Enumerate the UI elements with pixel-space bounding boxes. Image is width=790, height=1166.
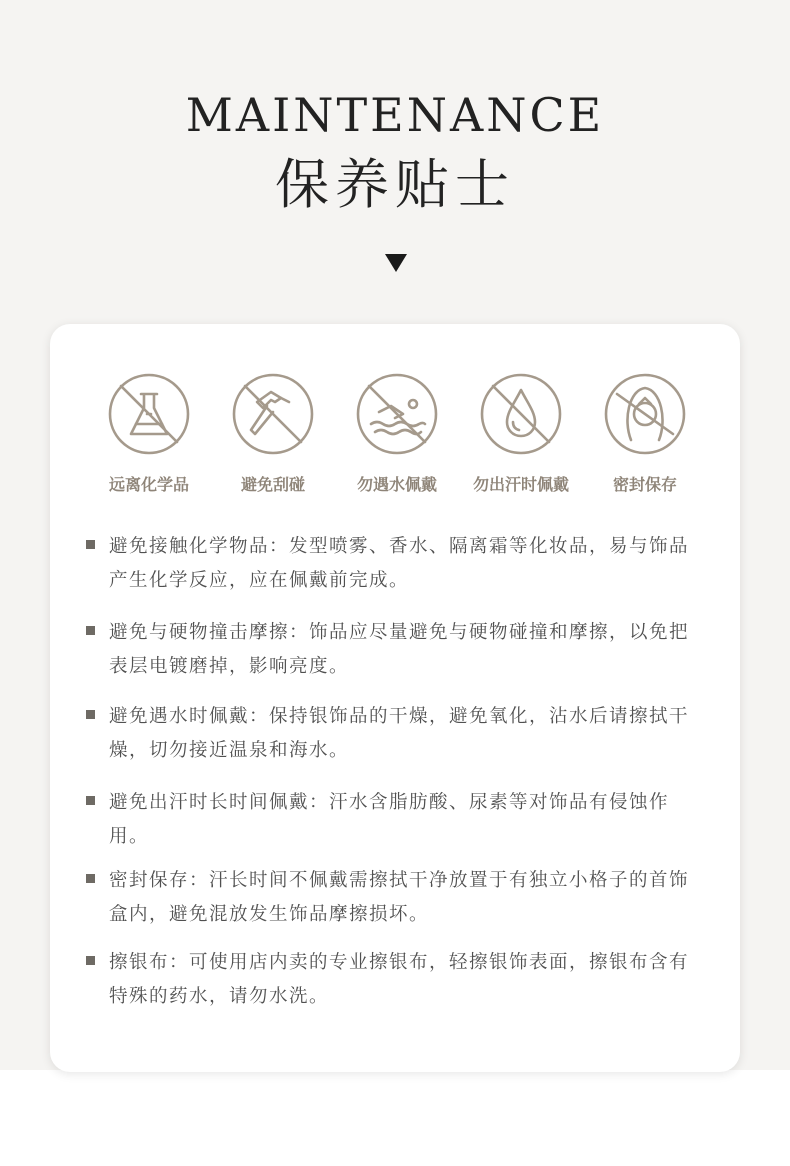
tip-text: 避免与硬物撞击摩擦：饰品应尽量避免与硬物碰撞和摩擦，以免把表层电镀磨掉，影响亮度。 (109, 622, 690, 677)
list-item (86, 946, 706, 1014)
sealed-storage-icon (603, 372, 687, 456)
list-item (86, 864, 706, 932)
list-item (86, 786, 706, 854)
title-english: MAINTENANCE (185, 88, 605, 142)
maintenance-card (50, 324, 740, 1072)
tip-text: 密封保存：汗长时间不佩戴需擦拭干净放置于有独立小格子的首饰盒内，避免混放发生饰品摩擦损坏。 (109, 870, 690, 925)
icon-item-hammer (208, 372, 338, 502)
icon-item-sweat (456, 372, 586, 502)
icon-item-swimming (332, 372, 462, 502)
page-bottom-band (0, 1070, 790, 1166)
list-item (86, 700, 706, 768)
icon-row (50, 372, 740, 502)
icon-label: 远离化学品 (108, 475, 189, 494)
list-item (86, 530, 706, 598)
icon-item-storage (580, 372, 710, 502)
bullet-square-icon (86, 874, 95, 883)
bullet-square-icon (86, 710, 95, 719)
no-hammer-icon (231, 372, 315, 456)
tip-text: 避免遇水时佩戴：保持银饰品的干燥，避免氧化，沾水后请擦拭干燥，切勿接近温泉和海水。 (109, 706, 690, 761)
down-arrow-icon (385, 254, 407, 272)
icon-item-chemicals (84, 372, 214, 502)
bullet-square-icon (86, 796, 95, 805)
no-swimming-icon (355, 372, 439, 456)
tip-text: 避免接触化学物品：发型喷雾、香水、隔离霜等化妆品，易与饰品产生化学反应，应在佩戴前完成。 (109, 536, 690, 591)
icon-label: 勿遇水佩戴 (356, 475, 437, 494)
no-chemicals-icon (107, 372, 191, 456)
bullet-square-icon (86, 956, 95, 965)
tip-text: 避免出汗时长时间佩戴：汗水含脂肪酸、尿素等对饰品有侵蚀作用。 (109, 792, 670, 847)
bullet-square-icon (86, 540, 95, 549)
tip-text: 擦银布：可使用店内卖的专业擦银布，轻擦银饰表面，擦银布含有特殊的药水，请勿水洗。 (109, 952, 690, 1007)
bullet-square-icon (86, 626, 95, 635)
title-chinese: 保养贴士 (275, 153, 515, 216)
icon-label: 勿出汗时佩戴 (472, 475, 569, 494)
list-item (86, 616, 706, 684)
icon-label: 密封保存 (612, 475, 677, 494)
no-sweat-icon (479, 372, 563, 456)
icon-label: 避免刮碰 (240, 475, 305, 494)
